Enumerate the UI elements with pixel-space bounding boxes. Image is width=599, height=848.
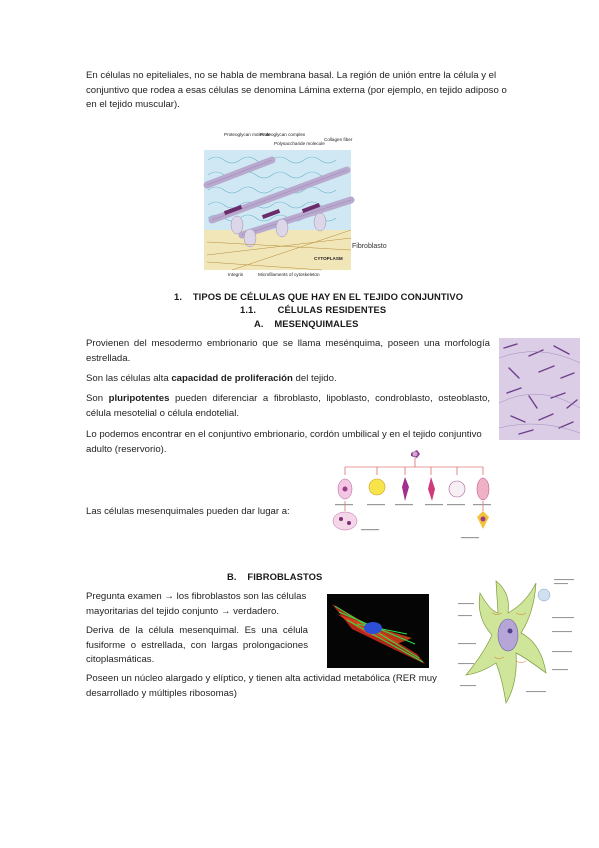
heading-a: A. MESENQUIMALES: [254, 318, 359, 329]
label-cytoplasm: CYTOPLASM: [314, 256, 343, 261]
fibroblastos-p2: Deriva de la célula mesenquimal. Es una célula fusiforme o estrellada, con largas prolongaciones citoplasmáticas.: [86, 625, 308, 665]
heading-b: B. FIBROBLASTOS: [227, 571, 323, 582]
mesenquimales-p5: Las células mesenquimales pueden dar lugar a:: [86, 506, 290, 517]
mesenquimales-p3: [86, 392, 490, 421]
label-polysaccharide-molecule: Polysaccharide molecule: [274, 141, 325, 146]
label-fibroblasto: Fibroblasto: [352, 243, 387, 250]
p3-bold: pluripotentes: [108, 393, 170, 404]
mesenquimales-p2: [86, 372, 490, 387]
label-proteoglycan-molecule: Proteoglycan molecule: [224, 132, 271, 137]
fibroblastos-p3: Poseen un núcleo alargado y elíptico, y tienen alta actividad metabólica (RER muy desarrollado y múltiples ribosomas): [86, 673, 437, 699]
label-integrin: Integrin: [228, 272, 244, 277]
mesenquimales-p1: Provienen del mesodermo embrionario que se llama mesénquima, poseen una morfología estrellada.: [86, 338, 490, 364]
label-proteoglycan-complex: Proteoglycan complex: [260, 132, 306, 137]
mesenchymal-differentiation-diagram: [331, 445, 497, 543]
ecm-figure: [202, 130, 387, 278]
p2-bold: capacidad de proliferación: [171, 373, 293, 384]
mesenchyme-micrograph: [499, 338, 580, 440]
heading-1-1: 1.1. CÉLULAS RESIDENTES: [240, 304, 387, 315]
mesenquimales-p4: Lo podemos encontrar en el conjuntivo embrionario, cordón umbilical y en el tejido conjuntivo adulto (reservorio).: [86, 429, 482, 455]
heading-1: 1. TIPOS DE CÉLULAS QUE HAY EN EL TEJIDO CONJUNTIVO: [174, 291, 464, 302]
label-collagen-fiber: Collagen fiber: [324, 137, 353, 142]
fibroblastos-p1: Pregunta examen → los fibroblastos son las células mayoritarias del tejido conjunto → verdadero.: [86, 591, 307, 617]
label-microfilaments: Microfilaments of cytoskeleton: [258, 272, 320, 277]
p3-text: Son: [86, 393, 109, 404]
p2-text: Son las células alta: [86, 373, 172, 384]
intro-paragraph: En células no epiteliales, no se habla de membrana basal. La región de unión entre la célula y el conjuntivo que rodea a esas células se denomina Lámina externa (por ejemplo, en tejido adiposo o en el tejido muscular).: [86, 70, 507, 110]
fibroblast-fluorescence-micrograph: [327, 594, 429, 668]
fibroblast-cell-diagram: [456, 573, 578, 707]
p3-text-end: pueden diferenciar a fibroblasto, lipoblasto, condroblasto, osteoblasto, célula mesotelial o célula endotelial.: [86, 393, 490, 419]
p2-text-end: del tejido.: [292, 373, 337, 384]
